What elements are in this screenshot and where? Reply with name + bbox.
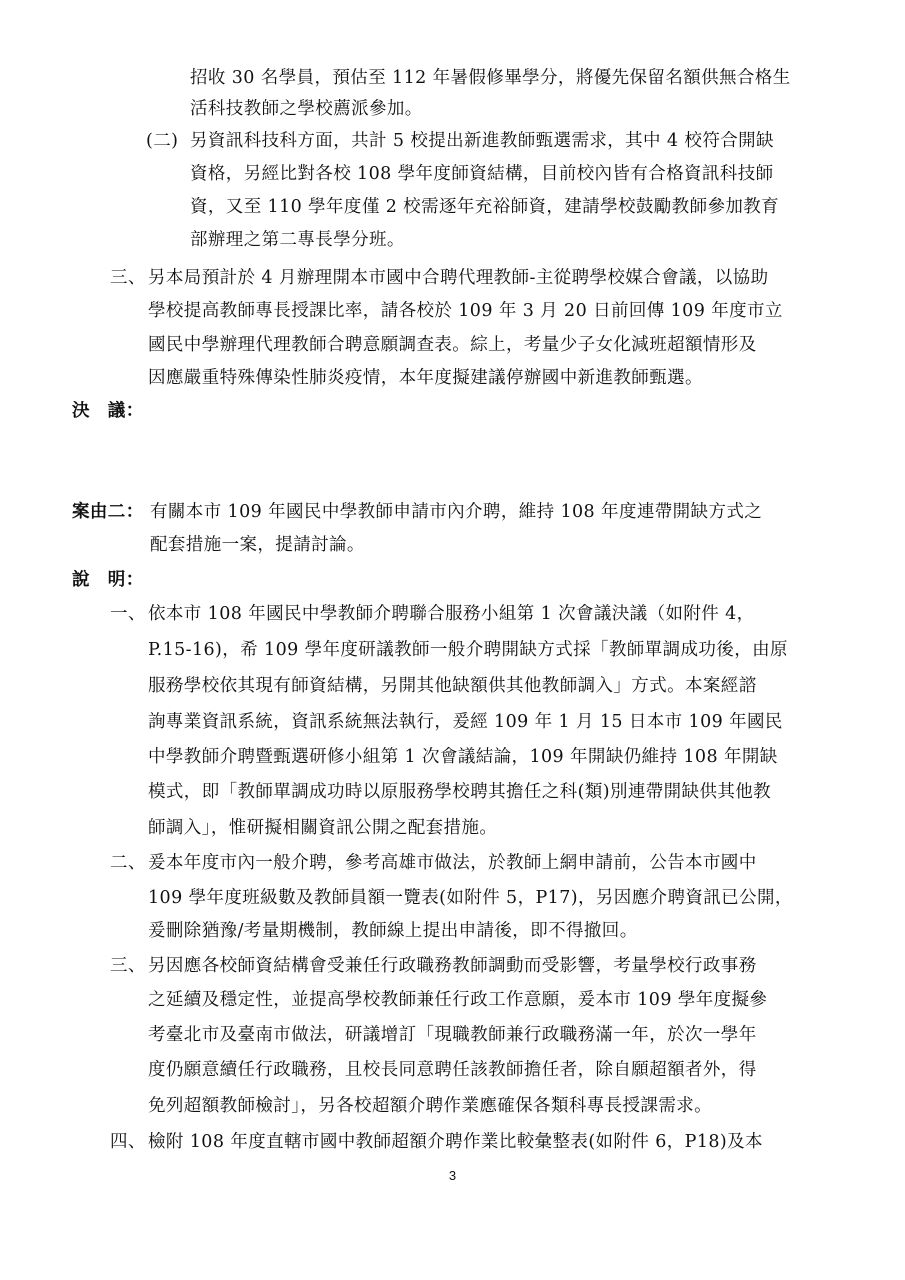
text-line: 學校提高教師專長授課比率，請各校於 109 年 3 月 20 日前回傳 109 年度市立 bbox=[148, 301, 783, 321]
text-line: 配套措施一案，提請討論。 bbox=[150, 535, 365, 555]
text-line: 檢附 108 年度直轄市國中教師超額介聘作業比較彙整表(如附件 6，P18)及本 bbox=[148, 1132, 763, 1152]
item-marker: 一、 bbox=[110, 604, 146, 624]
text-line: 有關本市 109 年國民中學教師申請市內介聘，維持 108 年度連帶開缺方式之 bbox=[150, 502, 763, 522]
page-number: 3 bbox=[448, 1168, 457, 1183]
text-line: 國民中學辦理代理教師合聘意願調查表。綜上，考量少子女化減班超額情形及 bbox=[148, 335, 757, 355]
item-marker: (二) bbox=[146, 131, 179, 151]
text-line: 依本市 108 年國民中學教師介聘聯合服務小組第 1 次會議決議（如附件 4， bbox=[148, 604, 755, 624]
text-line: 因應嚴重特殊傳染性肺炎疫情，本年度擬建議停辦國中新進教師甄選。 bbox=[148, 368, 703, 388]
text-line: 另因應各校師資結構會受兼任行政職務教師調動而受影響，考量學校行政事務 bbox=[148, 956, 757, 976]
text-line: 服務學校依其現有師資結構，另開其他缺額供其他教師調入」方式。本案經諮 bbox=[148, 676, 757, 696]
text-line: 資格，另經比對各校 108 學年度師資結構，目前校內皆有合格資訊科技師 bbox=[190, 164, 774, 184]
text-line: P.15-16)，希 109 學年度研議教師一般介聘開缺方式採「教師單調成功後，由原 bbox=[148, 640, 788, 660]
text-line: 爰本年度市內一般介聘，參考高雄市做法，於教師上網申請前，公告本市國中 bbox=[148, 853, 757, 873]
item-marker: 四、 bbox=[110, 1132, 146, 1152]
text-line: 之延續及穩定性，並提高學校教師兼任行政工作意願，爰本市 109 學年度擬參 bbox=[148, 990, 768, 1010]
resolution-heading: 決 議： bbox=[72, 401, 144, 421]
text-line: 部辦理之第二專長學分班。 bbox=[190, 230, 405, 250]
text-line: 考臺北市及臺南市做法，研議增訂「現職教師兼行政職務滿一年，於次一學年 bbox=[148, 1025, 757, 1045]
item-marker: 二、 bbox=[110, 853, 146, 873]
text-line: 模式，即「教師單調成功時以原服務學校聘其擔任之科(類)別連帶開缺供其他教 bbox=[148, 782, 772, 802]
text-line: 度仍願意續任行政職務，且校長同意聘任該教師擔任者，除自願超額者外，得 bbox=[148, 1060, 757, 1080]
text-line: 師調入」，惟研擬相關資訊公開之配套措施。 bbox=[148, 818, 498, 838]
text-line: 109 學年度班級數及教師員額一覽表(如附件 5，P17)，另因應介聘資訊已公開， bbox=[148, 888, 793, 908]
text-line: 另本局預計於 4 月辦理開本市國中合聘代理教師-主從聘學校媒合會議，以協助 bbox=[148, 268, 769, 288]
text-line: 活科技教師之學校薦派參加。 bbox=[190, 99, 423, 119]
text-line: 招收 30 名學員，預估至 112 年暑假修畢學分，將優先保留名額供無合格生 bbox=[190, 68, 791, 88]
text-line: 爰刪除猶豫/考量期機制，教師線上提出申請後，即不得撤回。 bbox=[148, 921, 638, 941]
text-line: 免列超額教師檢討」，另各校超額介聘作業應確保各類科專長授課需求。 bbox=[148, 1096, 713, 1116]
explanation-heading: 說 明： bbox=[72, 570, 144, 590]
item-marker: 三、 bbox=[110, 956, 146, 976]
text-line: 資，又至 110 學年度僅 2 校需逐年充裕師資，建請學校鼓勵教師參加教育 bbox=[190, 197, 780, 217]
text-line: 中學教師介聘暨甄選研修小組第 1 次會議結論，109 年開缺仍維持 108 年開缺 bbox=[148, 747, 778, 767]
item-marker: 三、 bbox=[110, 268, 146, 288]
text-line: 詢專業資訊系統，資訊系統無法執行，爰經 109 年 1 月 15 日本市 109 年國民 bbox=[148, 712, 783, 732]
case-heading: 案由二： bbox=[72, 502, 144, 522]
text-line: 另資訊科技科方面，共計 5 校提出新進教師甄選需求，其中 4 校符合開缺 bbox=[190, 131, 774, 151]
